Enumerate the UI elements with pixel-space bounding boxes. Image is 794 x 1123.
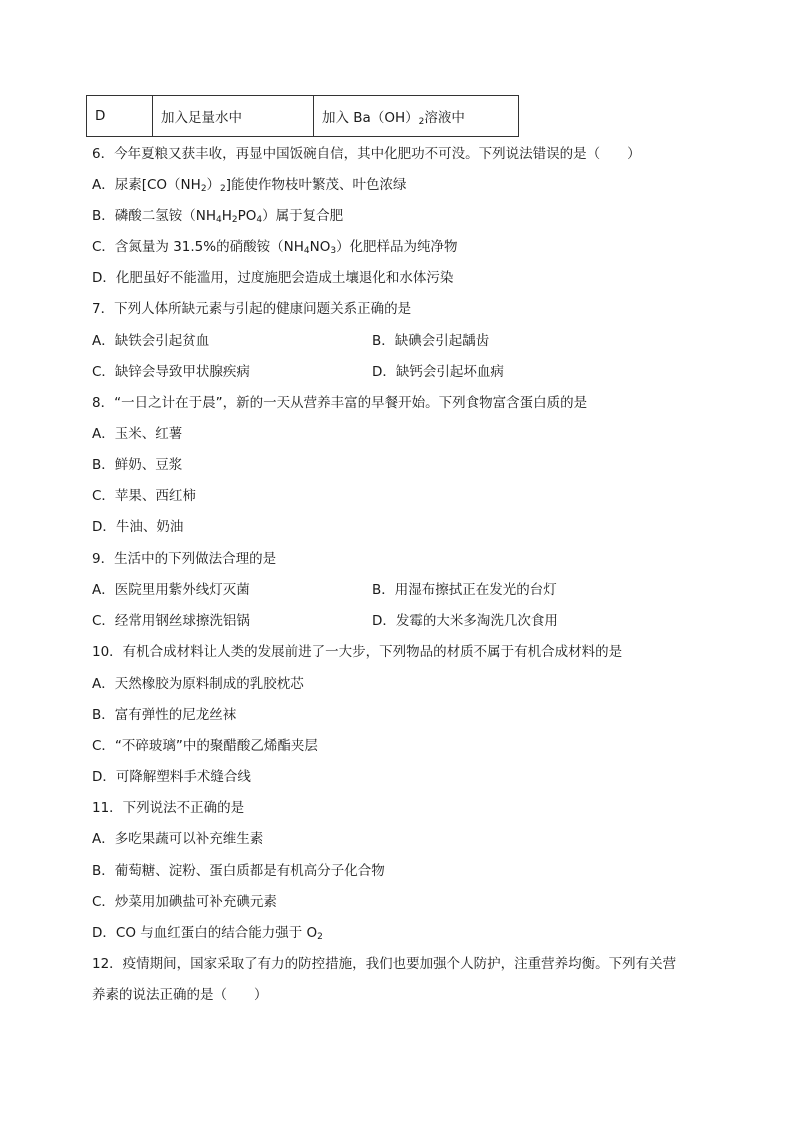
question-12-stem-line2: 养素的说法正确的是（ ） bbox=[92, 987, 268, 1003]
question-8-option-a: A．玉米、红薯 bbox=[92, 426, 183, 442]
table-row bbox=[87, 96, 519, 137]
question-12-stem-line1: 12．疫情期间，国家采取了有力的防控措施，我们也要加强个人防护，注重营养均衡。下列有关营 bbox=[92, 956, 677, 972]
question-10-option-c: C．“不碎玻璃”中的聚醋酸乙烯酯夹层 bbox=[92, 738, 318, 754]
question-9-stem: 9．生活中的下列做法合理的是 bbox=[92, 551, 277, 567]
question-8-option-c: C．苹果、西红柿 bbox=[92, 488, 196, 504]
question-7-option-b: B．缺碘会引起龋齿 bbox=[372, 333, 490, 349]
question-6-option-c: C．含氮量为 31.5%的硝酸铵$(NH_4NO_3)$化肥样品为纯净物 bbox=[92, 239, 458, 256]
question-7-stem: 7．下列人体所缺元素与引起的健康问题关系正确的是 bbox=[92, 301, 412, 317]
question-11-option-a: A．多吃果蔬可以补充维生素 bbox=[92, 831, 264, 847]
question-10-stem: 10．有机合成材料让人类的发展前进了一大步，下列物品的材质不属于有机合成材料的是 bbox=[92, 644, 623, 660]
question-6-stem: 6．今年夏粮又获丰收，再显中国饭碗自信，其中化肥功不可没。下列说法错误的是（ ） bbox=[92, 146, 641, 162]
question-10-option-d: D．可降解塑料手术缝合线 bbox=[92, 769, 251, 785]
question-7-option-d: D．缺钙会引起坏血病 bbox=[372, 364, 504, 380]
question-11-stem: 11．下列说法不正确的是 bbox=[92, 800, 245, 816]
question-7-option-a: A．缺铁会引起贫血 bbox=[92, 333, 210, 349]
question-10-option-b: B．富有弹性的尼龙丝袜 bbox=[92, 707, 237, 723]
answer-table-tail bbox=[86, 95, 519, 137]
question-9-option-c: C．经常用钢丝球擦洗铝锅 bbox=[92, 613, 250, 629]
question-9-option-a: A．医院里用紫外线灯灭菌 bbox=[92, 582, 250, 598]
question-11-option-b: B．葡萄糖、淀粉、蛋白质都是有机高分子化合物 bbox=[92, 863, 385, 879]
question-8-stem: 8．“一日之计在于晨”，新的一天从营养丰富的早餐开始。下列食物富含蛋白质的是 bbox=[92, 395, 588, 411]
table-cell-method1: 加入足量水中 bbox=[153, 96, 314, 137]
question-11-option-d: D．CO 与血红蛋白的结合能力强于 $O_2$ bbox=[92, 925, 323, 942]
question-11-option-c: C．炒菜用加碘盐可补充碘元素 bbox=[92, 894, 277, 910]
question-9-option-d: D．发霉的大米多淘洗几次食用 bbox=[372, 613, 558, 629]
question-6-option-b: B．磷酸二氢铵$(NH_4H_2PO_4)$属于复合肥 bbox=[92, 208, 344, 225]
table-cell-method2: 加入 $Ba(OH)_2$溶液中 bbox=[314, 96, 519, 137]
question-8-option-b: B．鲜奶、豆浆 bbox=[92, 457, 183, 473]
question-9-option-b: B．用湿布擦拭正在发光的台灯 bbox=[372, 582, 557, 598]
table-cell-letter: D bbox=[87, 96, 153, 137]
question-6-option-a: A．尿素$[CO(NH_2)_2]$能使作物枝叶繁茂、叶色浓绿 bbox=[92, 177, 407, 194]
question-10-option-a: A．天然橡胶为原料制成的乳胶枕芯 bbox=[92, 676, 304, 692]
question-7-option-c: C．缺锌会导致甲状腺疾病 bbox=[92, 364, 250, 380]
question-8-option-d: D．牛油、奶油 bbox=[92, 519, 184, 535]
question-6-option-d: D．化肥虽好不能滥用，过度施肥会造成土壤退化和水体污染 bbox=[92, 270, 454, 286]
